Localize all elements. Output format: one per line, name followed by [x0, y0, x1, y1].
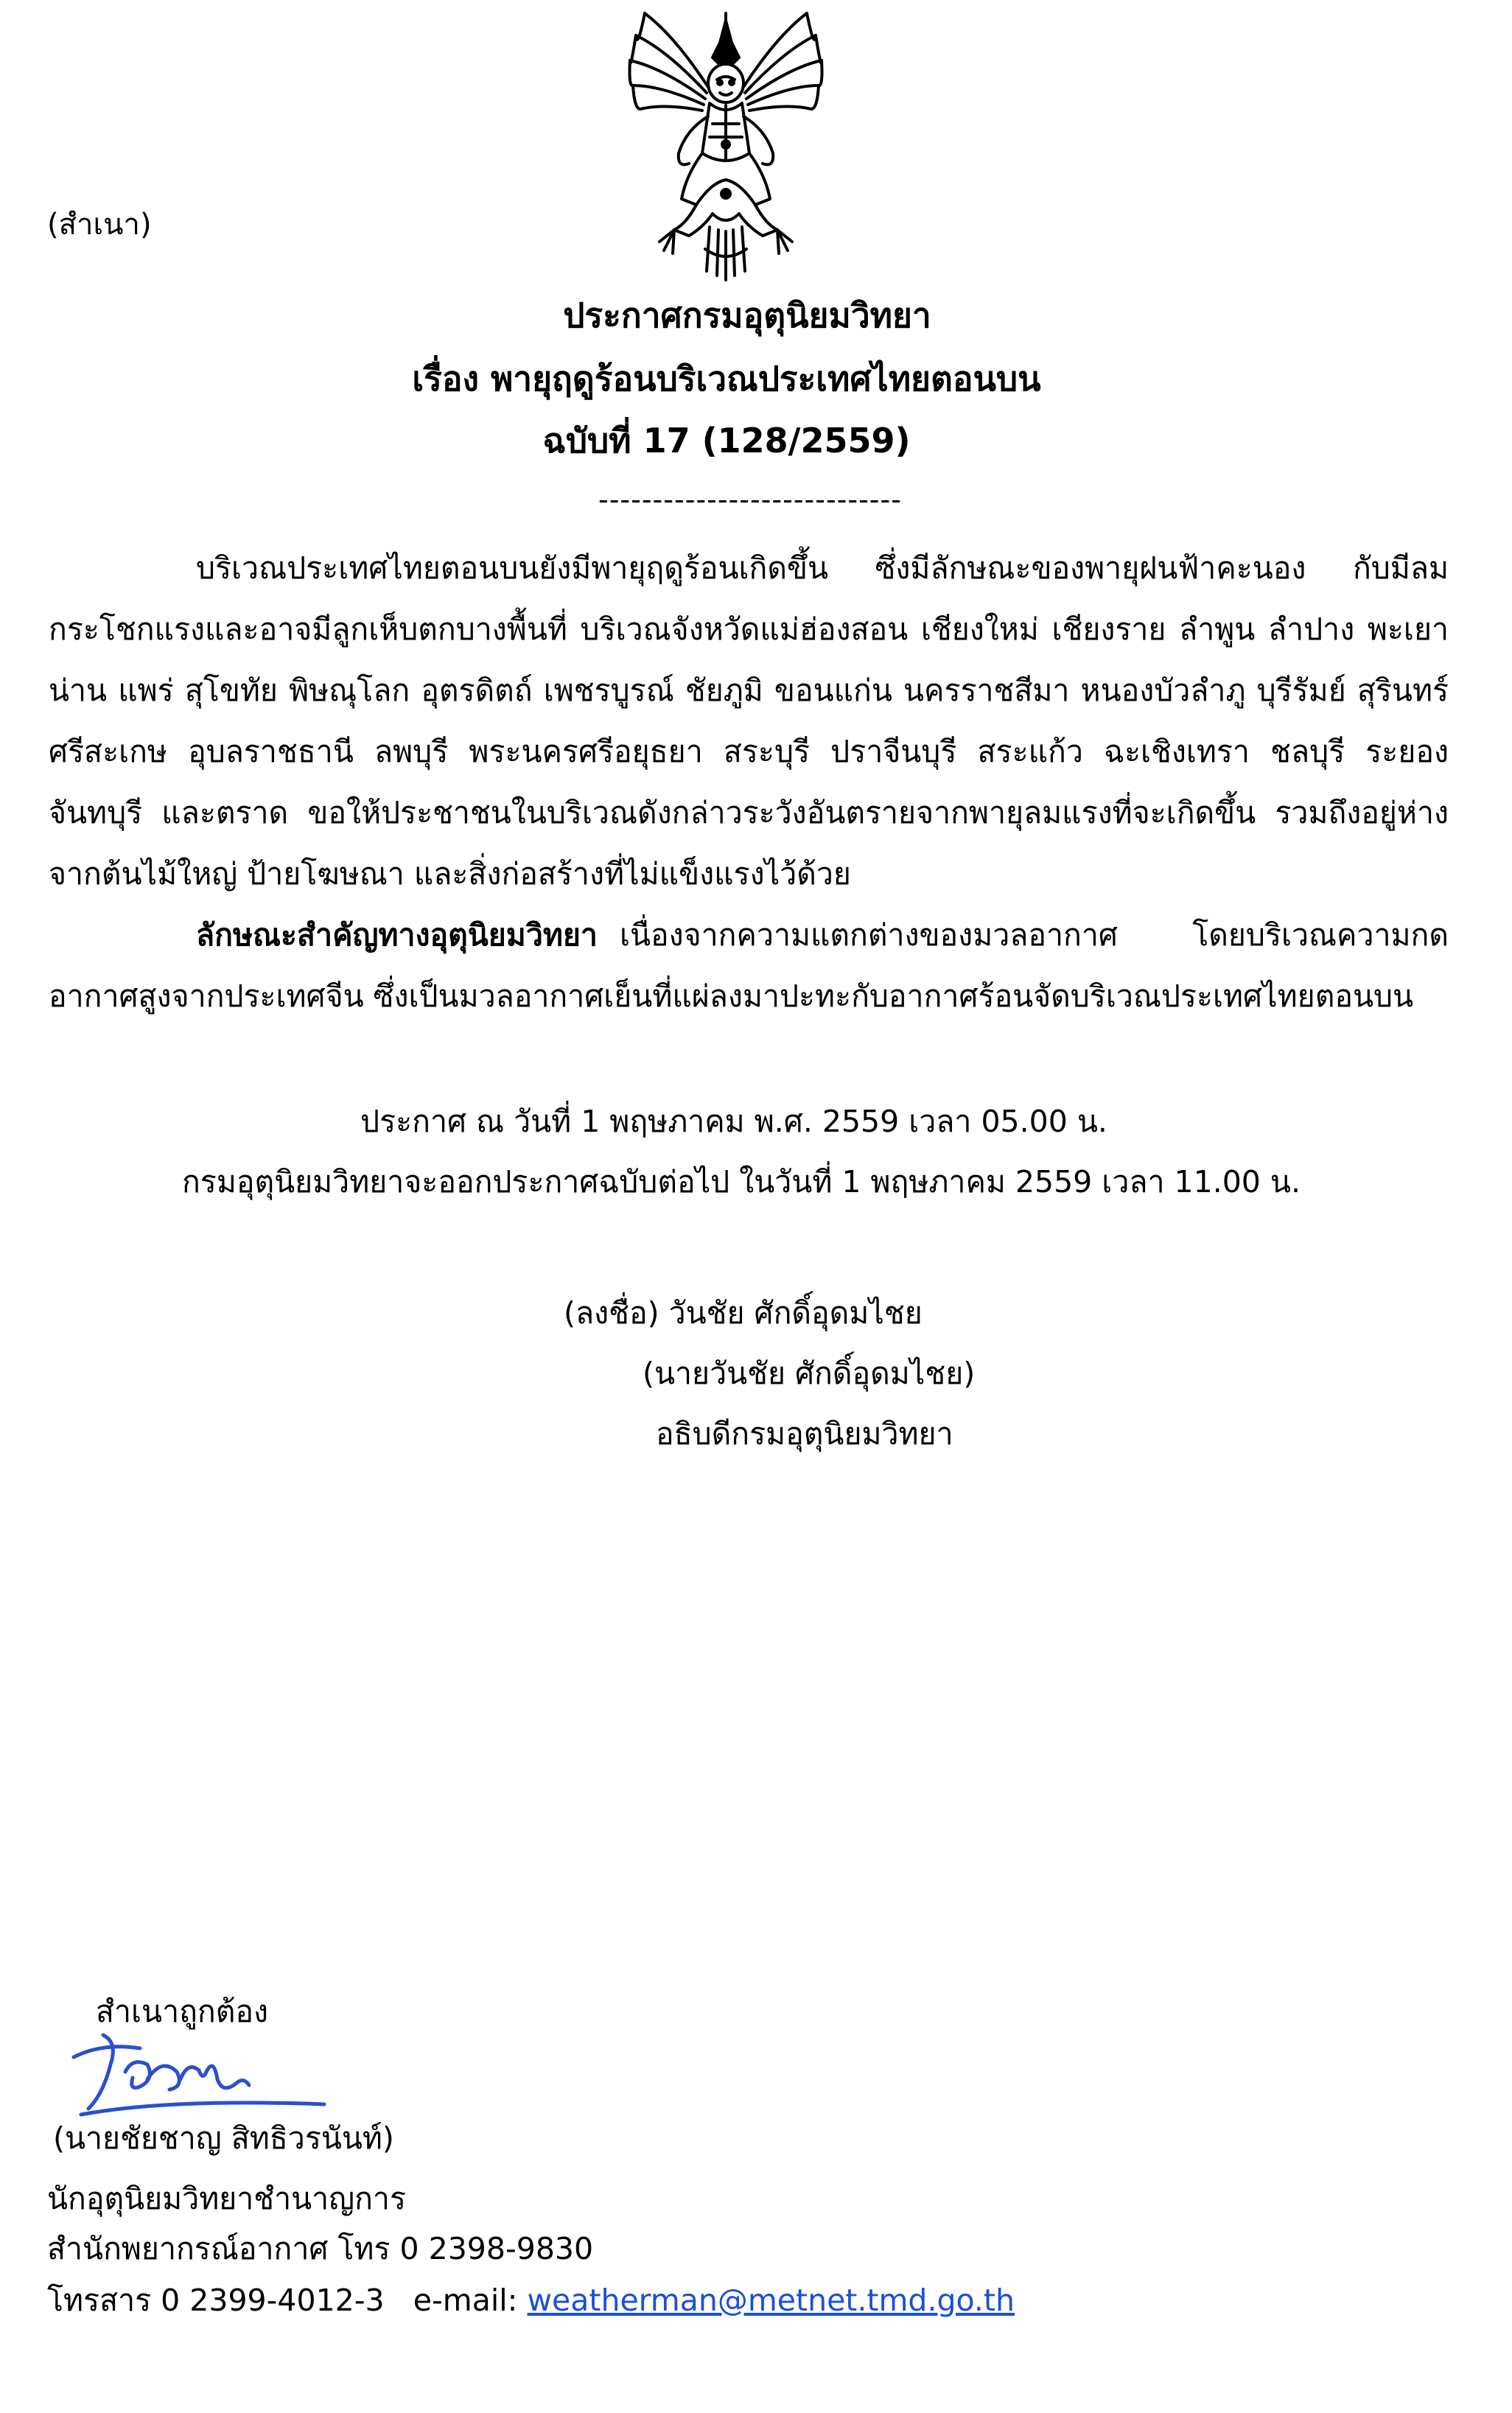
certifier-name: (นายชัยชาญ สิทธิวรนันท์) [53, 2120, 394, 2156]
fax-number: โทรสาร 0 2399-4012-3 [47, 2283, 385, 2318]
meteorology-text: เนื่องจากความแตกต่างของมวลอากาศ โดยบริเวณความกดอากาศสูงจากประเทศจีน ซึ่งเป็นมวลอากาศเย็นที่แผ่ลงมาปะทะกับอากาศร้อนจัดบริเวณประเทศไทยตอนบน [49, 917, 1449, 1014]
announcement-issue-number: ฉบับที่ 17 (128/2559) [542, 421, 911, 460]
office-phone: สำนักพยากรณ์อากาศ โทร 0 2398-9830 [47, 2231, 594, 2266]
announcement-body [49, 538, 1449, 1027]
meteorology-heading: ลักษณะสำคัญทางอุตุนิยมวิทยา [196, 917, 598, 953]
signed-line: (ลงชื่อ) วันชัย ศักดิ์อุดมไชย [564, 1295, 923, 1331]
email-link[interactable]: weatherman@metnet.tmd.go.th [527, 2283, 1015, 2318]
signer-name: (นายวันชัย ศักดิ์อุดมไชย) [643, 1356, 976, 1391]
announcement-date: ประกาศ ณ วันที่ 1 พฤษภาคม พ.ศ. 2559 เวลา 05.00 น. [360, 1104, 1107, 1139]
garuda-emblem-icon [615, 6, 836, 286]
contact-line [47, 2277, 1015, 2325]
certifier-title: นักอุตุนิยมวิทยาชำนาญการ [47, 2181, 406, 2216]
certified-copy-label: สำเนาถูกต้อง [96, 1994, 269, 2029]
body-paragraph-meteorology [49, 905, 1449, 1027]
signer-position: อธิบดีกรมอุตุนิยมวิทยา [656, 1416, 953, 1451]
next-announcement: กรมอุตุนิยมวิทยาจะออกประกาศฉบับต่อไป ในวันที่ 1 พฤษภาคม 2559 เวลา 11.00 น. [181, 1164, 1301, 1200]
announcement-title: ประกาศกรมอุตุนิยมวิทยา [563, 295, 931, 335]
email-label: e-mail: [413, 2283, 518, 2318]
divider-line: ---------------------------- [598, 483, 902, 516]
announcement-subject: เรื่อง พายุฤดูร้อนบริเวณประเทศไทยตอนบน [412, 359, 1041, 399]
body-paragraph-warning: บริเวณประเทศไทยตอนบนยังมีพายุฤดูร้อนเกิดขึ้น ซึ่งมีลักษณะของพายุฝนฟ้าคะนอง กับมีลมกระโชกแรงและอาจมีลูกเห็บตกบางพื้นที่ บริเวณจังหวัดแม่ฮ่องสอน เชียงใหม่ เชียงราย ลำพูน ลำปาง พะเยา น่าน แพร่ สุโขทัย พิษณุโลก อุตรดิตถ์ เพชรบูรณ์ ชัยภูมิ ขอนแก่น นครราชสีมา หนองบัวลำภู บุรีรัมย์ สุรินทร์ ศรีสะเกษ อุบลราชธานี ลพบุรี พระนครศรีอยุธยา สระบุรี ปราจีนบุรี สระแก้ว ฉะเชิงเทรา ชลบุรี ระยอง จันทบุรี และตราด ขอให้ประชาชนในบริเวณดังกล่าวระวังอันตรายจากพายุลมแรงที่จะเกิดขึ้น รวมถึงอยู่ห่างจากต้นไม้ใหญ่ ป้ายโฆษณา และสิ่งก่อสร้างที่ไม่แข็งแรงไว้ด้วย [49, 550, 1449, 892]
copy-label: (สำเนา) [47, 208, 152, 242]
handwritten-signature [59, 2028, 339, 2123]
